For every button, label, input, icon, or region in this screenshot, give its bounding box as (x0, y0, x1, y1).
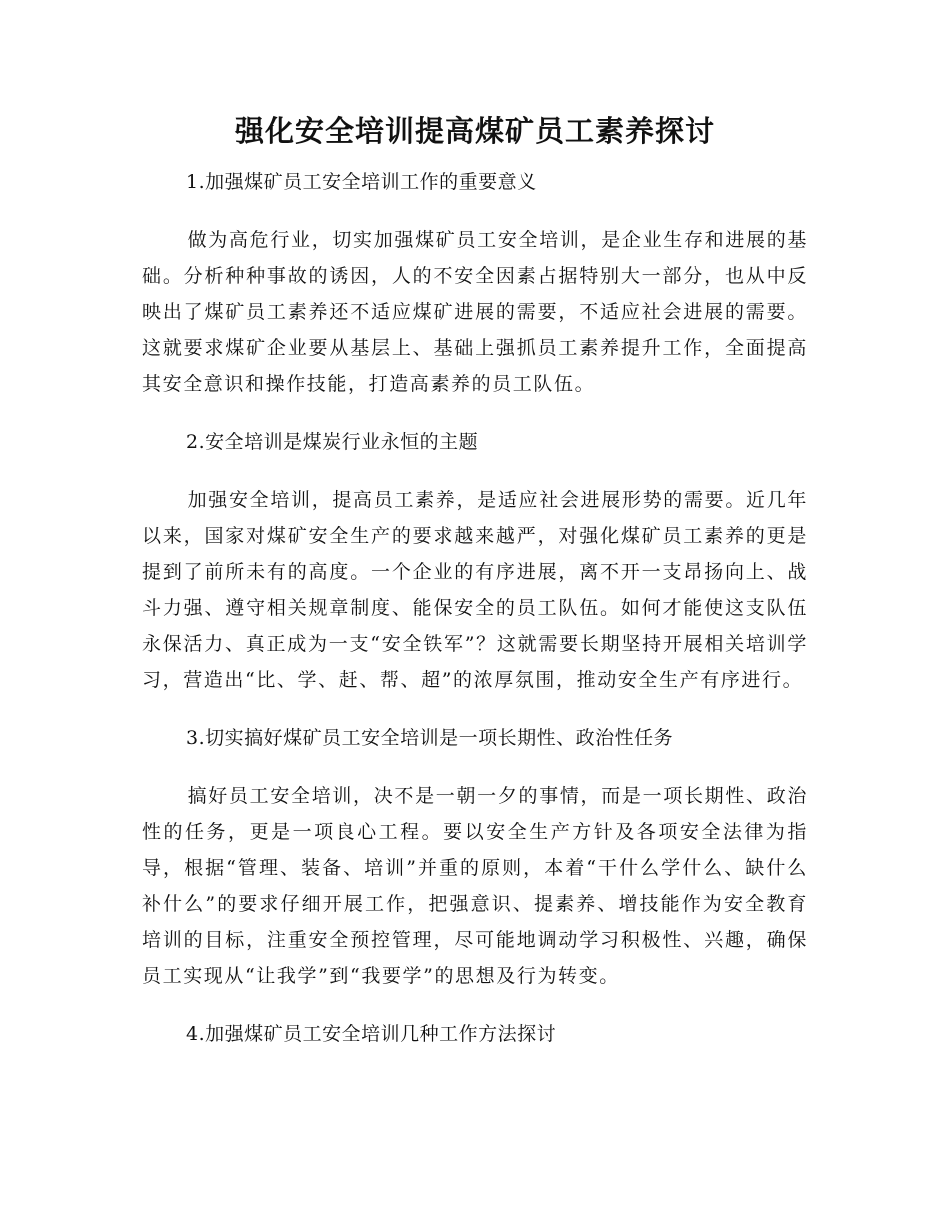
section-heading-1: 1.加强煤矿员工安全培训工作的重要意义 (186, 171, 537, 193)
document-title: 强化安全培训提高煤矿员工素养探讨 (234, 114, 715, 148)
document-body (142, 164, 808, 1074)
section-paragraph-3: 搞好员工安全培训，决不是一朝一夕的事情，而是一项长期性、政治性的任务，更是一项良心工程。要以安全生产方针及各项安全法律为指导，根据“管理、装备、培训”并重的原则，本着“干什么学什么、缺什么补什么”的要求仔细开展工作，把强意识、提素养、增技能作为安全教育培训的目标，注重安全预控管理，尽可能地调动学习积极性、兴趣，确保员工实现从“让我学”到“我要学”的思想及行为转变。 (142, 785, 808, 987)
section-heading-4: 4.加强煤矿员工安全培训几种工作方法探讨 (186, 1023, 557, 1045)
section-heading-2: 2.安全培训是煤炭行业永恒的主题 (186, 431, 479, 453)
section-paragraph-2: 加强安全培训，提高员工素养，是适应社会进展形势的需要。近几年以来，国家对煤矿安全生产的要求越来越严，对强化煤矿员工素养的更是提到了前所未有的高度。一个企业的有序进展，离不开一支昂扬向上、战斗力强、遵守相关规章制度、能保安全的员工队伍。如何才能使这支队伍永保活力、真正成为一支“安全铁军”？这就需要长期坚持开展相关培训学习，营造出“比、学、赶、帮、超”的浓厚氛围，推动安全生产有序进行。 (142, 489, 808, 691)
section-heading-3: 3.切实搞好煤矿员工安全培训是一项长期性、政治性任务 (186, 727, 674, 749)
section-paragraph-1: 做为高危行业，切实加强煤矿员工安全培训，是企业生存和进展的基础。分析种种事故的诱因，人的不安全因素占据特别大一部分，也从中反映出了煤矿员工素养还不适应煤矿进展的需要，不适应社会进展的需要。这就要求煤矿企业要从基层上、基础上强抓员工素养提升工作，全面提高其安全意识和操作技能，打造高素养的员工队伍。 (142, 229, 808, 395)
